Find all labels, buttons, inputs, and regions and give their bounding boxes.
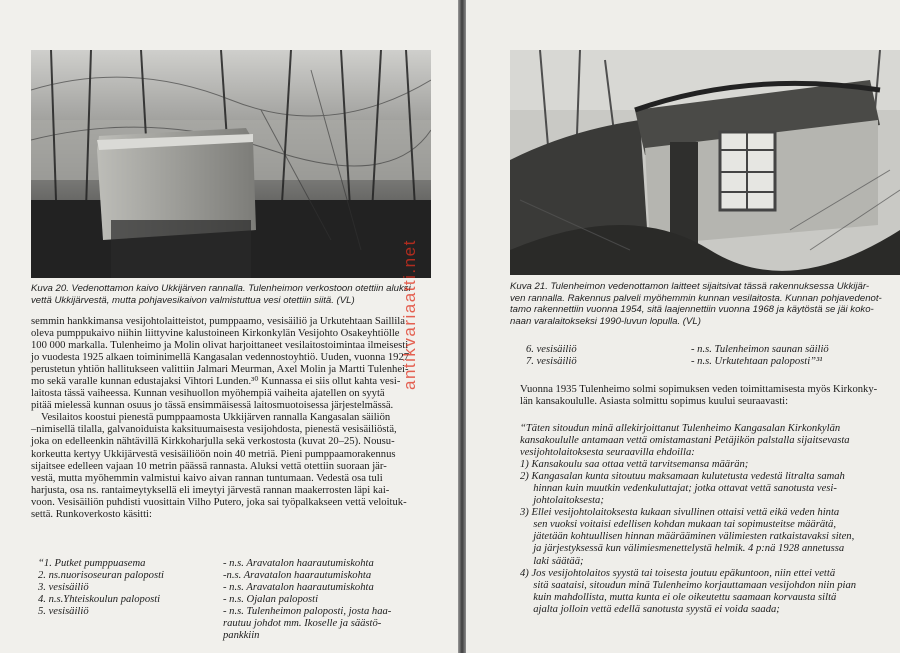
caption-line: tamo rakennettiin vuonna 1954, sitä laajennettiin vuonna 1968 ja käytöstä se jäi koko-	[510, 304, 874, 316]
caption-line: Kuva 20. Vedenottamon kaivo Ukkijärven rannalla. Tulenheimon verkostoon otettiin aluksi	[31, 283, 411, 294]
body-line: Vuonna 1935 Tulenheimo solmi sopimuksen veden toimittamisesta myös Kirkonky-	[520, 384, 878, 395]
list-item: 6. vesisäiliö - n.s. Tulenheimon saunan säiliö	[526, 344, 829, 355]
photo-well-ruins	[31, 50, 431, 278]
caption-line: Kuva 21. Tulenheimon vedenottamon laitteet sijaitsivat tässä rakennuksessa Ukkijär-	[510, 281, 870, 292]
body-line: harjusta, osa ns. rantaimeytyksellä eli imeytyi järvestä rannan maakerrosten läpi kai-	[31, 484, 390, 496]
body-line: –nimisellä tilalla, galvanoiduista kaksituumaisesta vesijohdosta, pienestä vesisäiliöstä,	[31, 424, 397, 436]
body-line: mo sekä varalle kunnan edustajaksi Vihtori Lunden.³⁰ Kunnassa ei siis ollut kahta vesi-	[31, 376, 401, 388]
body-line: settä. Runkoverkosto käsitti:	[31, 508, 152, 520]
body-line: joka on edelleenkin nähtävillä Kirkkoharjulla sekä verkostosta (kuvat 20–25). Nousu-	[31, 436, 395, 448]
list-item: 7. vesisäiliö - n.s. Urkutehtaan paloposti”³¹	[526, 356, 823, 367]
quote-line: 4) Jos vesijohtolaitos syystä tai toisesta joutuu epäkuntoon, niin ettei vettä	[520, 567, 836, 579]
contract-quote	[520, 423, 856, 616]
quote-line: 1) Kansakoulu saa ottaa vettä tarvitsemansa määrän;	[520, 459, 749, 471]
quote-line: ja järjestyksessä kun välimiesmenettelystä helmik. 4 p:nä 1928 annetussa	[520, 543, 845, 555]
quote-line: sen vuoksi voitaisi edellisen kohdan mukaan tai sopimusteitse määrätä,	[520, 519, 837, 531]
body-line: pitää mielessä kunnan osuus jo tässä ensimmäisessä laitosmuotoisessa järjestelmässä.	[31, 400, 394, 412]
body-line: Vesilaitos koostui pienestä pumppaamosta Ukkijärven rannalla Kangasalan säiliön	[41, 412, 391, 424]
caption-line: naan varalaitokseksi 1990-luvun lopulla. (VL)	[510, 315, 701, 327]
right-body-text	[520, 384, 877, 408]
book-gutter	[458, 0, 466, 653]
quote-line: kuin mahdollista, mutta kunta ei ole oikeutettu saamaan korvausta siltä	[520, 591, 837, 603]
quote-line: vesijohtolaitoksesta seuraavilla ehdoilla:	[520, 447, 695, 459]
caption-line: vettä Ukkijärvestä, mutta pohjavesikaivon valmistuttua vesi otettiin siitä. (VL)	[31, 294, 355, 306]
left-body-text	[31, 316, 409, 521]
photo-well-ruins-icon	[31, 50, 431, 278]
photo-pump-house	[510, 50, 900, 275]
pipe-network-list-continued	[526, 344, 829, 368]
quote-line: jätetään kohtuullisen hinnan määrääminen välimiesten ratkaistavaksi siten,	[520, 531, 855, 543]
quote-line: kansakoululle antamaan vettä omistamastani Petäjikön palstalla sijaitsevasta	[520, 435, 850, 447]
list-item: 2. ns.nuorisoseuran paloposti -n.s. Aravatalon haarautumiskohta	[38, 570, 372, 581]
body-line: semmin hankkimansa vesijohtolaitteistot, pumppaamo, vesisäiliö ja Urkutehtaan Saillila	[31, 316, 405, 327]
body-line: korkeutta kertyy Ukkijärvestä vesisäiliöön noin 40 metriä. Pieni pumppaamorakennus	[31, 448, 396, 460]
watermark: antikvariaatti.net	[400, 239, 419, 390]
list-item: 3. vesisäiliö - n.s. Aravatalon haarautumiskohta	[38, 582, 374, 593]
quote-line: hinnan kuin muutkin vedenkuluttajat; jotka ottavat vettä sanotusta vesi-	[520, 483, 837, 495]
right-page	[466, 0, 900, 653]
quote-line: ajalta jolloin vettä edellä sanotusta syystä ei voida saada;	[520, 603, 780, 615]
list-item: rautuu johdot mm. Ikoselle ja säästö-	[223, 618, 382, 629]
body-line: voon. Vesisäiliön puhdisti vuosittain Vilho Putero, joka sai työpalkakseen vettä veloituk-	[31, 496, 407, 508]
quote-line: 3) Ellei vesijohtolaitoksesta kukaan sivullinen ottaisi vettä eikä veden hinta	[520, 507, 840, 519]
quote-line: laki säätää;	[520, 555, 584, 567]
photo-pump-house-icon	[510, 50, 900, 275]
pipe-network-list	[38, 558, 391, 642]
list-item: pankkiin	[223, 630, 260, 641]
body-line: jo vuodesta 1925 alkaen toiminimellä Kangasalan vedennostoyhtiö. Uuden, vuonna 1927	[31, 352, 410, 364]
quote-line: johtolaitoksesta;	[520, 495, 604, 507]
body-line: oleva pumppukaivo niihin liittyvine kalustoineen Kirkonkylän Vesijohto Osakeyhtiölle	[31, 328, 400, 340]
body-line: 100 000 markalla. Tulenheimo ja Molin olivat harjoittaneet vesilaitostoimintaa ilmeisesti	[31, 340, 409, 352]
caption-line: ven rannalla. Rakennus palveli myöhemmin kunnan vesilaitosta. Kunnan pohjavedenot-	[510, 292, 882, 304]
quote-line: 2) Kangasalan kunta sitoutuu maksamaan kulutetusta vedestä litralta samah	[520, 471, 845, 483]
quote-line: “Täten sitoudun minä allekirjoittanut Tulenheimo Kangasalan Kirkonkylän	[520, 423, 841, 434]
body-line: sijaitsee edelleen vajaan 10 metrin päässä rannasta. Aluksi vettä otettiin suoraan jär-	[31, 460, 387, 472]
body-line: vestä, mutta myöhemmin valmistui kaivo aivan rannan tuntumaan. Vedestä osa tuli	[31, 472, 383, 484]
list-item: 5. vesisäiliö - n.s. Tulenheimon paloposti, josta haa-	[38, 606, 392, 617]
body-line: laitosta tässä vaiheessa. Kunnan vesihuollon myöhempiä vaiheita ajatellen on syytä	[31, 388, 385, 400]
body-line: perustetun yhtiön hallitukseen valittiin Jalmari Meurman, Axel Molin ja Martti Tulenhei-	[31, 364, 409, 376]
list-item: “1. Putket pumppuasema - n.s. Aravatalon haarautumiskohta	[38, 558, 374, 569]
list-item: 4. n.s.Yhteiskoulun paloposti - n.s. Ojalan paloposti	[38, 594, 319, 605]
quote-line: sitä saataisi, sitoudun minä Tulenheimo korjauttamaan vesijohdon niin pian	[520, 579, 857, 591]
body-line: län kansakoululle. Asiasta solmittu sopimus kuului seuraavasti:	[520, 396, 789, 408]
